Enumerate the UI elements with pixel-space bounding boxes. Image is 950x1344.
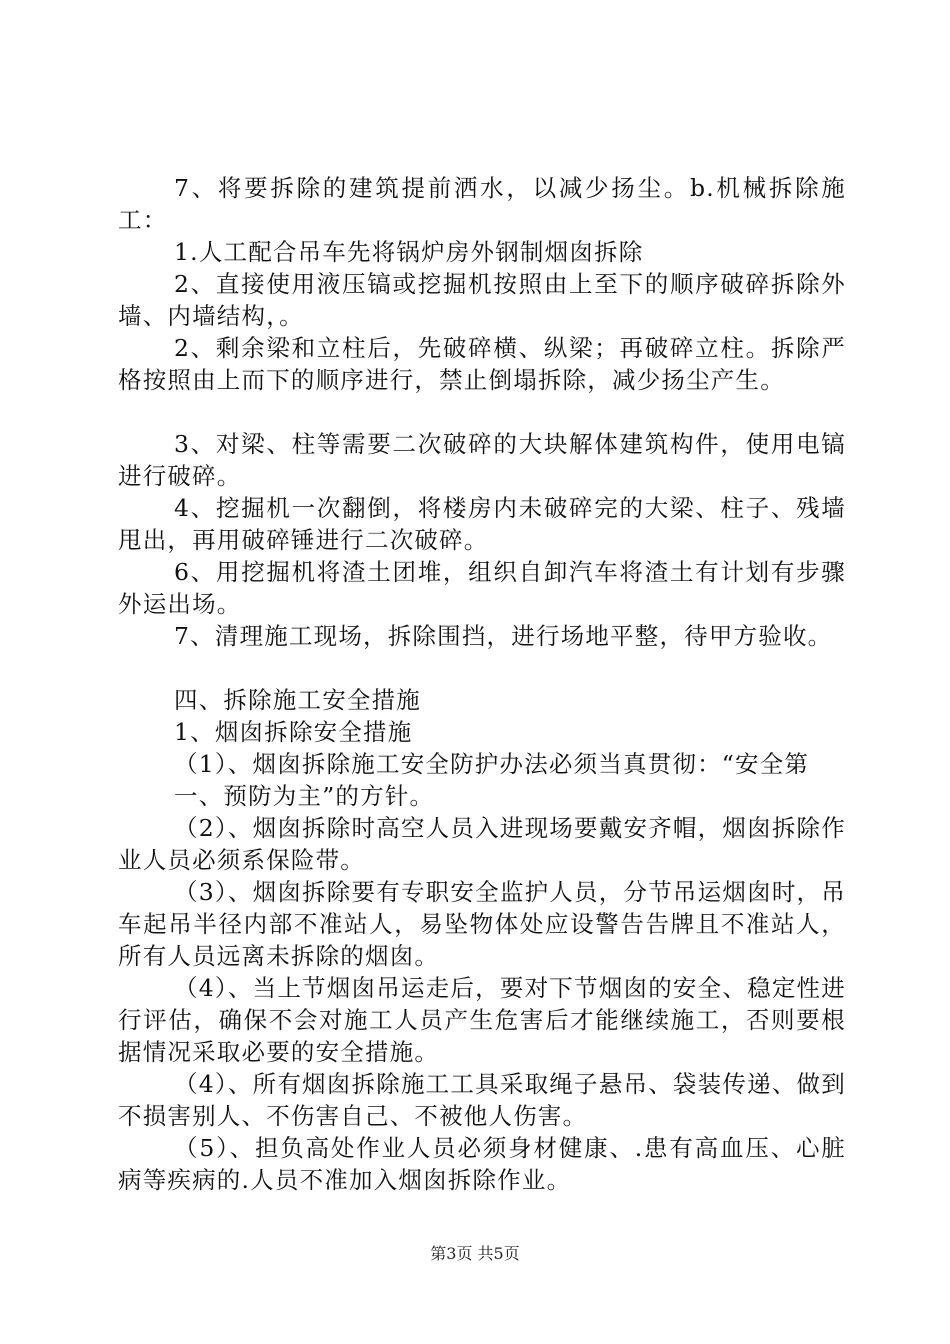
subsection-heading: 1、烟囱拆除安全措施 (174, 718, 413, 746)
paragraph: 一、预防为主”的方针。 (174, 782, 435, 810)
paragraph: 3、对梁、柱等需要二次破碎的大块解体建筑构件，使用电镐进行破碎。 (118, 430, 846, 490)
paragraph: 1.人工配合吊车先将锅炉房外钢制烟囱拆除 (174, 238, 644, 266)
paragraph: 2、直接使用液压镐或挖掘机按照由上至下的顺序破碎拆除外墙、内墙结构，。 (118, 270, 846, 330)
paragraph: （5）、担负高处作业人员必须身材健康、.患有高血压、心脏病等疾病的.人员不准加入烟囱拆除作业。 (118, 1134, 846, 1194)
paragraph: 6、用挖掘机将渣土团堆，组织自卸汽车将渣土有计划有步骤外运出场。 (118, 558, 846, 618)
paragraph: 7、将要拆除的建筑提前洒水，以减少扬尘。b.机械拆除施工： (118, 174, 846, 234)
paragraph: （1）、烟囱拆除施工安全防护办法必须当真贯彻：“安全第 (174, 750, 810, 778)
paragraph: （4）、当上节烟囱吊运走后，要对下节烟囱的安全、稳定性进行评估，确保不会对施工人员产生危害后才能继续施工，否则要根据情况采取必要的安全措施。 (118, 974, 846, 1066)
paragraph: （4）、所有烟囱拆除施工工具采取绳子悬吊、袋装传递、做到不损害别人、不伤害自己、不被他人伤害。 (118, 1070, 846, 1130)
paragraph: （2）、烟囱拆除时高空人员入进现场要戴安齐帽，烟囱拆除作业人员必须系保险带。 (118, 814, 846, 874)
blank-line (118, 396, 846, 428)
paragraph: 4、挖掘机一次翻倒，将楼房内未破碎完的大梁、柱子、残墙甩出，再用破碎锤进行二次破碎。 (118, 494, 846, 554)
document-body (118, 172, 846, 1196)
paragraph: （3）、烟囱拆除要有专职安全监护人员，分节吊运烟囱时，吊车起吊半径内部不准站人，易坠物体处应设警告告牌且不准站人，所有人员远离未拆除的烟囱。 (118, 878, 846, 970)
paragraph: 7、清理施工现场，拆除围挡，进行场地平整，待甲方验收。 (174, 622, 833, 650)
section-heading: 四、拆除施工安全措施 (174, 686, 421, 714)
paragraph: 2、剩余梁和立柱后，先破碎横、纵梁；再破碎立柱。拆除严格按照由上而下的顺序进行，禁止倒塌拆除，减少扬尘产生。 (118, 334, 846, 394)
page-number-footer: 第3页 共5页 (430, 1244, 520, 1263)
blank-line (118, 652, 846, 684)
